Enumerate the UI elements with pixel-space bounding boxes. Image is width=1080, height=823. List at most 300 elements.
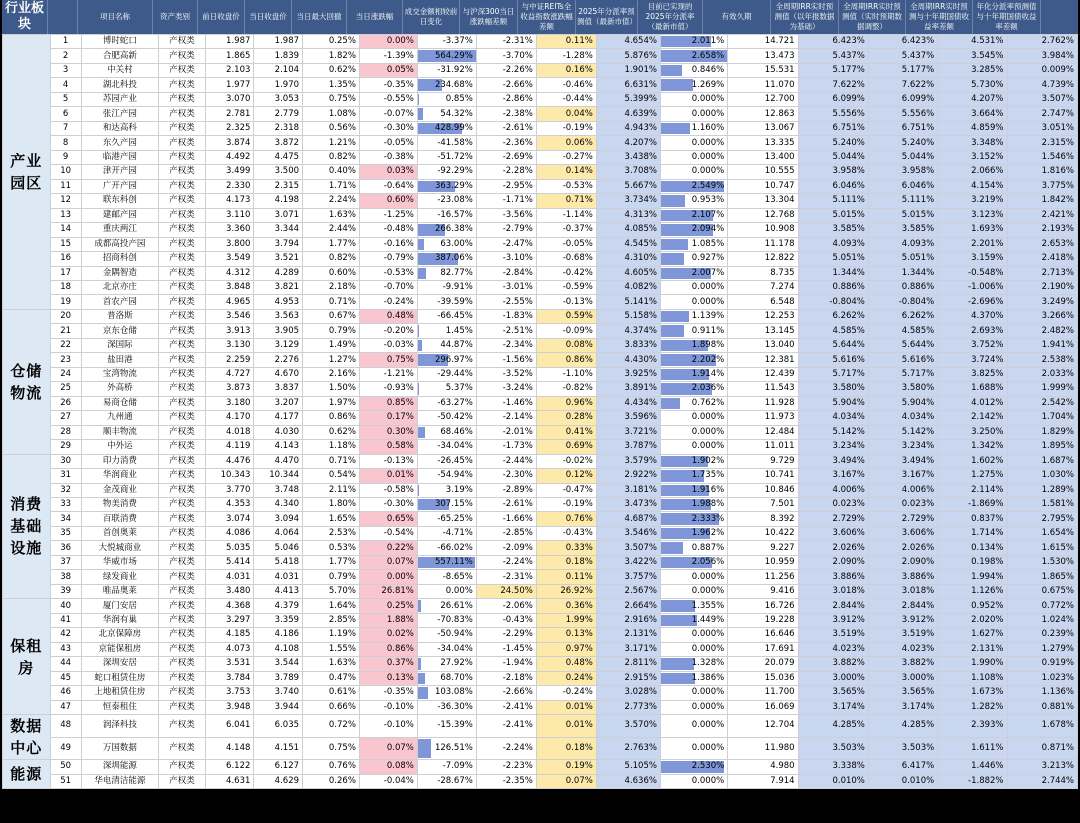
project-name-cell: 普洛斯: [81, 309, 159, 323]
project-name-cell: 和达高科: [81, 121, 159, 135]
index-cell: 9: [50, 150, 81, 164]
dist-realized-cell: [660, 425, 727, 439]
turnover-value: 126.51%: [434, 742, 473, 753]
dist-realized-cell: [660, 396, 727, 410]
asset-class-cell: 产权类: [159, 266, 206, 280]
dist-realized-cell: [660, 179, 727, 193]
irr-spread-cell: 2.020%: [938, 613, 1007, 627]
table-row: [3, 760, 1078, 774]
realized-value: 1.160%: [691, 123, 725, 134]
header-project-name: 项目名称: [78, 0, 153, 34]
dist-spread-cell: 2.418%: [1007, 252, 1077, 266]
realized-value: 2.094%: [691, 224, 725, 235]
table-row: [3, 165, 1078, 179]
realized-value: 0.000%: [691, 282, 725, 293]
change-cell: 0.60%: [359, 194, 417, 208]
dist-forecast-cell: 6.631%: [596, 78, 660, 92]
project-name-cell: 宝湾物流: [81, 367, 159, 381]
vs-hs300-cell: -1.73%: [476, 440, 536, 454]
max-drawdown-cell: 0.61%: [303, 686, 360, 700]
irr-annual-cell: 3.912%: [798, 613, 868, 627]
table-row: [3, 555, 1078, 569]
close-cell: 3.740: [254, 686, 303, 700]
realized-value: 2.658%: [691, 50, 725, 61]
irr-spread-cell: 2.131%: [938, 642, 1007, 656]
change-cell: -0.64%: [359, 179, 417, 193]
irr-realtime-cell: 3.585%: [868, 223, 937, 237]
project-name-cell: 张江产园: [81, 107, 159, 121]
prev-close-cell: 4.368: [205, 599, 254, 613]
vs-reits-index-cell: 0.01%: [536, 700, 596, 714]
realized-value: 0.000%: [691, 166, 725, 177]
dist-forecast-cell: 2.664%: [596, 599, 660, 613]
asset-class-cell: 产权类: [159, 584, 206, 598]
turnover-value: 1.45%: [445, 325, 473, 336]
project-name-cell: 物美消费: [81, 498, 159, 512]
irr-annual-cell: 5.717%: [798, 367, 868, 381]
dist-realized-cell: [660, 642, 727, 656]
vs-reits-index-cell: 0.07%: [536, 774, 596, 788]
turnover-change-cell: [417, 657, 476, 671]
index-cell: 6: [50, 107, 81, 121]
max-drawdown-cell: 2.11%: [303, 483, 360, 497]
index-cell: 11: [50, 179, 81, 193]
irr-annual-cell: 6.099%: [798, 92, 868, 106]
vs-hs300-cell: -2.24%: [476, 737, 536, 760]
turnover-change-cell: [417, 715, 476, 738]
irr-realtime-cell: 1.344%: [868, 266, 937, 280]
realized-value: 0.000%: [691, 151, 725, 162]
prev-close-cell: 5.035: [205, 541, 254, 555]
prev-close-cell: 3.480: [205, 584, 254, 598]
dist-realized-cell: [660, 454, 727, 468]
vs-reits-index-cell: -0.47%: [536, 483, 596, 497]
table-row: [3, 686, 1078, 700]
realized-value: 1.916%: [691, 484, 725, 495]
dist-realized-cell: [660, 78, 727, 92]
close-cell: 3.359: [254, 613, 303, 627]
change-cell: 0.07%: [359, 555, 417, 569]
project-name-cell: 华润商业: [81, 469, 159, 483]
irr-annual-cell: 3.580%: [798, 382, 868, 396]
dist-forecast-cell: 4.545%: [596, 237, 660, 251]
irr-annual-cell: 5.437%: [798, 49, 868, 63]
irr-spread-cell: 4.859%: [938, 121, 1007, 135]
turnover-value: 5.37%: [445, 383, 473, 394]
realized-value: 0.000%: [691, 441, 725, 452]
irr-spread-cell: -1.006%: [938, 280, 1007, 294]
duration-cell: 11.700: [728, 686, 798, 700]
dist-spread-cell: 3.984%: [1007, 49, 1077, 63]
dist-realized-cell: [660, 584, 727, 598]
realized-value: 0.000%: [691, 742, 725, 753]
table-row: [3, 223, 1078, 237]
index-cell: 23: [50, 353, 81, 367]
turnover-change-cell: [417, 411, 476, 425]
dist-spread-cell: 0.772%: [1007, 599, 1077, 613]
change-cell: 0.48%: [359, 309, 417, 323]
project-name-cell: 华润有巢: [81, 613, 159, 627]
irr-spread-cell: 1.446%: [938, 760, 1007, 774]
asset-class-cell: 产权类: [159, 295, 206, 309]
index-cell: 50: [50, 760, 81, 774]
dist-forecast-cell: 1.901%: [596, 63, 660, 77]
realized-bar: [661, 123, 690, 134]
irr-spread-cell: 4.370%: [938, 309, 1007, 323]
close-cell: 3.207: [254, 396, 303, 410]
realized-value: 1.328%: [691, 658, 725, 669]
table-row: [3, 121, 1078, 135]
irr-spread-cell: 1.282%: [938, 700, 1007, 714]
max-drawdown-cell: 1.65%: [303, 512, 360, 526]
change-cell: 0.02%: [359, 628, 417, 642]
duration-cell: 8.392: [728, 512, 798, 526]
asset-class-cell: 产权类: [159, 737, 206, 760]
asset-class-cell: 产权类: [159, 223, 206, 237]
duration-cell: 12.704: [728, 715, 798, 738]
index-cell: 20: [50, 309, 81, 323]
irr-annual-cell: 5.240%: [798, 136, 868, 150]
project-name-cell: 京能保租房: [81, 642, 159, 656]
irr-spread-cell: 1.714%: [938, 526, 1007, 540]
max-drawdown-cell: 0.26%: [303, 774, 360, 788]
dist-realized-cell: [660, 469, 727, 483]
change-cell: 0.25%: [359, 599, 417, 613]
irr-realtime-cell: 3.503%: [868, 737, 937, 760]
change-cell: -0.03%: [359, 338, 417, 352]
irr-annual-cell: 5.051%: [798, 252, 868, 266]
project-name-cell: 北京保障房: [81, 628, 159, 642]
duration-cell: 9.729: [728, 454, 798, 468]
turnover-change-cell: [417, 92, 476, 106]
duration-cell: 9.416: [728, 584, 798, 598]
index-cell: 49: [50, 737, 81, 760]
close-cell: 3.748: [254, 483, 303, 497]
dist-forecast-cell: 4.082%: [596, 280, 660, 294]
dist-spread-cell: 3.249%: [1007, 295, 1077, 309]
turnover-value: -51.72%: [437, 151, 473, 162]
irr-annual-cell: 3.167%: [798, 469, 868, 483]
dist-spread-cell: 1.895%: [1007, 440, 1077, 454]
project-name-cell: 建邮产园: [81, 208, 159, 222]
project-name-cell: 金茂商业: [81, 483, 159, 497]
irr-annual-cell: 3.018%: [798, 584, 868, 598]
change-cell: -0.79%: [359, 252, 417, 266]
irr-spread-cell: 1.108%: [938, 671, 1007, 685]
table-row: [3, 483, 1078, 497]
irr-spread-cell: 2.142%: [938, 411, 1007, 425]
irr-spread-cell: 3.152%: [938, 150, 1007, 164]
vs-hs300-cell: -2.14%: [476, 411, 536, 425]
vs-hs300-cell: -2.31%: [476, 570, 536, 584]
vs-reits-index-cell: 0.71%: [536, 194, 596, 208]
close-cell: 2.318: [254, 121, 303, 135]
vs-hs300-cell: -2.41%: [476, 715, 536, 738]
turnover-value: -16.57%: [437, 209, 473, 220]
category-cell: 保租房: [3, 599, 51, 715]
dist-realized-cell: [660, 136, 727, 150]
turnover-change-cell: [417, 440, 476, 454]
project-name-cell: 华电清洁能源: [81, 774, 159, 788]
realized-value: 2.549%: [691, 180, 725, 191]
turnover-change-cell: [417, 237, 476, 251]
change-cell: 0.01%: [359, 469, 417, 483]
dist-spread-cell: 1.704%: [1007, 411, 1077, 425]
vs-hs300-cell: -2.29%: [476, 628, 536, 642]
turnover-change-cell: [417, 165, 476, 179]
max-drawdown-cell: 2.24%: [303, 194, 360, 208]
table-row: [3, 700, 1078, 714]
irr-realtime-cell: 5.644%: [868, 338, 937, 352]
realized-value: 2.036%: [691, 383, 725, 394]
realized-value: 1.139%: [691, 311, 725, 322]
turnover-change-cell: [417, 107, 476, 121]
irr-realtime-cell: 6.099%: [868, 92, 937, 106]
max-drawdown-cell: 0.75%: [303, 92, 360, 106]
dist-forecast-cell: 3.721%: [596, 425, 660, 439]
realized-value: 0.000%: [691, 137, 725, 148]
dist-forecast-cell: 5.876%: [596, 49, 660, 63]
max-drawdown-cell: 0.82%: [303, 252, 360, 266]
asset-class-cell: 产权类: [159, 150, 206, 164]
turnover-bar: [418, 340, 423, 351]
dist-realized-cell: [660, 526, 727, 540]
index-cell: 24: [50, 367, 81, 381]
irr-annual-cell: 3.585%: [798, 223, 868, 237]
index-cell: 44: [50, 657, 81, 671]
irr-realtime-cell: 5.177%: [868, 63, 937, 77]
change-cell: 0.58%: [359, 440, 417, 454]
vs-reits-index-cell: -0.05%: [536, 237, 596, 251]
index-cell: 26: [50, 396, 81, 410]
irr-realtime-cell: 5.240%: [868, 136, 937, 150]
realized-value: 0.000%: [691, 426, 725, 437]
vs-hs300-cell: -2.69%: [476, 150, 536, 164]
vs-hs300-cell: -3.56%: [476, 208, 536, 222]
turnover-value: -63.27%: [437, 397, 473, 408]
vs-hs300-cell: 24.50%: [476, 584, 536, 598]
change-cell: 0.22%: [359, 541, 417, 555]
vs-hs300-cell: -2.84%: [476, 266, 536, 280]
close-cell: 4.108: [254, 642, 303, 656]
change-cell: -0.93%: [359, 382, 417, 396]
prev-close-cell: 2.330: [205, 179, 254, 193]
turnover-value: 82.77%: [440, 267, 473, 278]
turnover-change-cell: [417, 252, 476, 266]
dist-forecast-cell: 3.507%: [596, 541, 660, 555]
close-cell: 3.905: [254, 324, 303, 338]
turnover-change-cell: [417, 136, 476, 150]
dist-realized-cell: [660, 324, 727, 338]
index-cell: 2: [50, 49, 81, 63]
vs-reits-index-cell: -0.27%: [536, 150, 596, 164]
duration-cell: 10.741: [728, 469, 798, 483]
index-cell: 41: [50, 613, 81, 627]
index-cell: 46: [50, 686, 81, 700]
vs-reits-index-cell: 0.59%: [536, 309, 596, 323]
vs-reits-index-cell: 0.24%: [536, 671, 596, 685]
vs-reits-index-cell: 0.14%: [536, 165, 596, 179]
index-cell: 13: [50, 208, 81, 222]
duration-cell: 12.822: [728, 252, 798, 266]
irr-realtime-cell: 4.285%: [868, 715, 937, 738]
close-cell: 3.129: [254, 338, 303, 352]
max-drawdown-cell: 1.35%: [303, 78, 360, 92]
max-drawdown-cell: 1.71%: [303, 179, 360, 193]
irr-realtime-cell: 4.585%: [868, 324, 937, 338]
dist-forecast-cell: 5.105%: [596, 760, 660, 774]
irr-realtime-cell: 3.886%: [868, 570, 937, 584]
turnover-change-cell: [417, 179, 476, 193]
dist-forecast-cell: 2.916%: [596, 613, 660, 627]
category-cell: 能源: [3, 760, 51, 789]
irr-annual-cell: 4.585%: [798, 324, 868, 338]
table-row: [3, 541, 1078, 555]
realized-value: 0.000%: [691, 720, 725, 731]
asset-class-cell: 产权类: [159, 324, 206, 338]
irr-realtime-cell: 2.729%: [868, 512, 937, 526]
project-name-cell: 北京亦庄: [81, 280, 159, 294]
irr-annual-cell: 4.006%: [798, 483, 868, 497]
table-row: [3, 237, 1078, 251]
table-row: [3, 599, 1078, 613]
project-name-cell: 首创奥莱: [81, 526, 159, 540]
realized-value: 0.000%: [691, 296, 725, 307]
turnover-value: 0.00%: [445, 586, 473, 597]
change-cell: 0.13%: [359, 671, 417, 685]
project-name-cell: 深圳安居: [81, 657, 159, 671]
change-cell: -0.58%: [359, 483, 417, 497]
duration-cell: 11.928: [728, 396, 798, 410]
close-cell: 3.944: [254, 700, 303, 714]
vs-reits-index-cell: -0.53%: [536, 179, 596, 193]
turnover-value: -50.94%: [437, 629, 473, 640]
dist-forecast-cell: 3.757%: [596, 570, 660, 584]
turnover-value: -15.39%: [437, 720, 473, 731]
header-irr-realtime: 全周期IRR实时预测值（实时预期数据调整）: [839, 0, 906, 34]
irr-spread-cell: 2.114%: [938, 483, 1007, 497]
irr-spread-cell: 0.198%: [938, 555, 1007, 569]
dist-realized-cell: [660, 208, 727, 222]
irr-annual-cell: 3.174%: [798, 700, 868, 714]
table-row: [3, 324, 1078, 338]
prev-close-cell: 3.913: [205, 324, 254, 338]
dist-spread-cell: 2.747%: [1007, 107, 1077, 121]
header-max-drawdown: 当日最大回撤: [292, 0, 347, 34]
max-drawdown-cell: 2.16%: [303, 367, 360, 381]
realized-value: 1.386%: [691, 672, 725, 683]
asset-class-cell: 产权类: [159, 555, 206, 569]
table-row: [3, 671, 1078, 685]
asset-class-cell: 产权类: [159, 107, 206, 121]
index-cell: 12: [50, 194, 81, 208]
vs-hs300-cell: -2.34%: [476, 338, 536, 352]
vs-reits-index-cell: 0.18%: [536, 555, 596, 569]
change-cell: 0.17%: [359, 411, 417, 425]
dist-realized-cell: [660, 411, 727, 425]
irr-annual-cell: 5.142%: [798, 425, 868, 439]
change-cell: -0.05%: [359, 136, 417, 150]
dist-realized-cell: [660, 280, 727, 294]
project-name-cell: 中外运: [81, 440, 159, 454]
prev-close-cell: 4.965: [205, 295, 254, 309]
dist-spread-cell: 2.033%: [1007, 367, 1077, 381]
irr-realtime-cell: 5.437%: [868, 49, 937, 63]
close-cell: 5.418: [254, 555, 303, 569]
max-drawdown-cell: 0.76%: [303, 760, 360, 774]
irr-realtime-cell: 6.417%: [868, 760, 937, 774]
turnover-change-cell: [417, 280, 476, 294]
change-cell: 0.37%: [359, 657, 417, 671]
dist-forecast-cell: 4.313%: [596, 208, 660, 222]
max-drawdown-cell: 1.19%: [303, 628, 360, 642]
irr-realtime-cell: 6.423%: [868, 35, 937, 49]
irr-annual-cell: 4.285%: [798, 715, 868, 738]
table-header: [2, 0, 1078, 34]
vs-reits-index-cell: 0.01%: [536, 715, 596, 738]
duration-cell: 11.980: [728, 737, 798, 760]
realized-value: 1.449%: [691, 614, 725, 625]
dist-forecast-cell: 3.596%: [596, 411, 660, 425]
dist-spread-cell: 1.999%: [1007, 382, 1077, 396]
vs-reits-index-cell: 1.99%: [536, 613, 596, 627]
dist-forecast-cell: 2.915%: [596, 671, 660, 685]
dist-realized-cell: [660, 774, 727, 788]
duration-cell: 7.914: [728, 774, 798, 788]
dist-spread-cell: 0.009%: [1007, 63, 1077, 77]
realized-value: 1.085%: [691, 238, 725, 249]
max-drawdown-cell: 0.53%: [303, 541, 360, 555]
turnover-change-cell: [417, 686, 476, 700]
dist-realized-cell: [660, 498, 727, 512]
dist-spread-cell: 2.713%: [1007, 266, 1077, 280]
header-dist-forecast: 2025年分派率预测值（最新市值）: [576, 0, 638, 34]
prev-close-cell: 3.531: [205, 657, 254, 671]
dist-forecast-cell: 3.925%: [596, 367, 660, 381]
duration-cell: 17.691: [728, 642, 798, 656]
vs-reits-index-cell: 0.04%: [536, 107, 596, 121]
turnover-value: -39.59%: [437, 296, 473, 307]
prev-close-cell: 4.312: [205, 266, 254, 280]
vs-hs300-cell: -2.61%: [476, 121, 536, 135]
realized-value: 2.011%: [691, 36, 725, 47]
project-name-cell: 外高桥: [81, 382, 159, 396]
vs-hs300-cell: -0.43%: [476, 613, 536, 627]
asset-class-cell: 产权类: [159, 165, 206, 179]
change-cell: -0.10%: [359, 700, 417, 714]
project-name-cell: 恒泰租住: [81, 700, 159, 714]
vs-hs300-cell: -1.71%: [476, 194, 536, 208]
vs-hs300-cell: -2.06%: [476, 599, 536, 613]
close-cell: 4.629: [254, 774, 303, 788]
change-cell: -0.48%: [359, 223, 417, 237]
irr-spread-cell: 3.664%: [938, 107, 1007, 121]
change-cell: -0.20%: [359, 324, 417, 338]
table-row: [3, 266, 1078, 280]
dist-realized-cell: [660, 49, 727, 63]
index-cell: 39: [50, 584, 81, 598]
asset-class-cell: 产权类: [159, 715, 206, 738]
turnover-value: 103.08%: [434, 687, 473, 698]
dist-forecast-cell: 3.422%: [596, 555, 660, 569]
duration-cell: 6.548: [728, 295, 798, 309]
change-cell: 1.88%: [359, 613, 417, 627]
turnover-change-cell: [417, 774, 476, 788]
project-name-cell: 成都高投产园: [81, 237, 159, 251]
duration-cell: 11.543: [728, 382, 798, 396]
irr-annual-cell: 6.262%: [798, 309, 868, 323]
close-cell: 3.872: [254, 136, 303, 150]
